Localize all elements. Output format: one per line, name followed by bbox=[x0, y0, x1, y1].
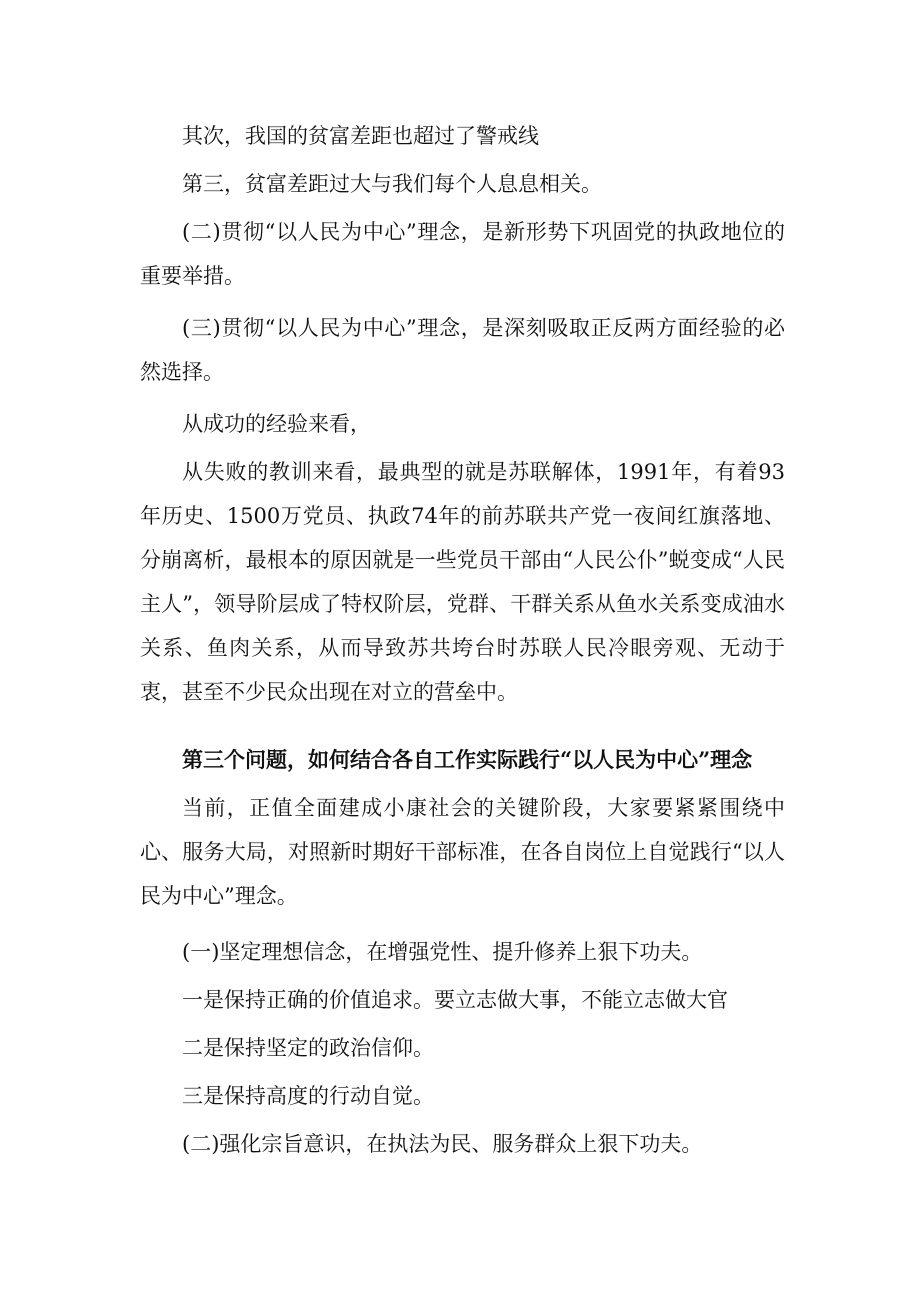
paragraph-1: 其次，我国的贫富差距也超过了警戒线 bbox=[182, 124, 539, 148]
paragraph-6: 从失败的教训来看，最典型的就是苏联解体，1991年，有着93年历史、1500万党员、执政74年的前苏联共产党一夜间红旗落地、分崩离析，最根本的原因就是一些党员干部由“人民公仆”蜕变成“人民主人”，领导阶层成了特权阶层，党群、干群关系从鱼水关系变成油水关系、鱼肉关系，从而导致苏共垮台时苏联人民冷眼旁观、无动于衷，甚至不少民众出现在对立的营垒中。 bbox=[140, 460, 785, 704]
paragraph-13: (二)强化宗旨意识，在执法为民、服务群众上狠下功夫。 bbox=[182, 1132, 703, 1156]
section-heading: 第三个问题，如何结合各自工作实际践行“以人民为中心”理念 bbox=[182, 747, 753, 772]
paragraph-4: (三)贯彻“以人民为中心”理念，是深刻吸取正反两方面经验的必然选择。 bbox=[140, 316, 785, 384]
paragraph-3: (二)贯彻“以人民为中心”理念，是新形势下巩固党的执政地位的重要举措。 bbox=[140, 220, 785, 288]
paragraph-12: 三是保持高度的行动自觉。 bbox=[182, 1084, 434, 1108]
paragraph-8: 当前，正值全面建成小康社会的关键阶段，大家要紧紧围绕中心、服务大局，对照新时期好干部标准，在各自岗位上自觉践行“以人民为中心”理念。 bbox=[140, 796, 785, 908]
paragraph-5: 从成功的经验来看， bbox=[182, 412, 371, 436]
paragraph-2: 第三，贫富差距过大与我们每个人息息相关。 bbox=[182, 172, 602, 196]
paragraph-10: 一是保持正确的价值追求。要立志做大事，不能立志做大官 bbox=[182, 988, 728, 1012]
paragraph-9: (一)坚定理想信念，在增强党性、提升修养上狠下功夫。 bbox=[182, 940, 703, 964]
paragraph-11: 二是保持坚定的政治信仰。 bbox=[182, 1036, 434, 1060]
